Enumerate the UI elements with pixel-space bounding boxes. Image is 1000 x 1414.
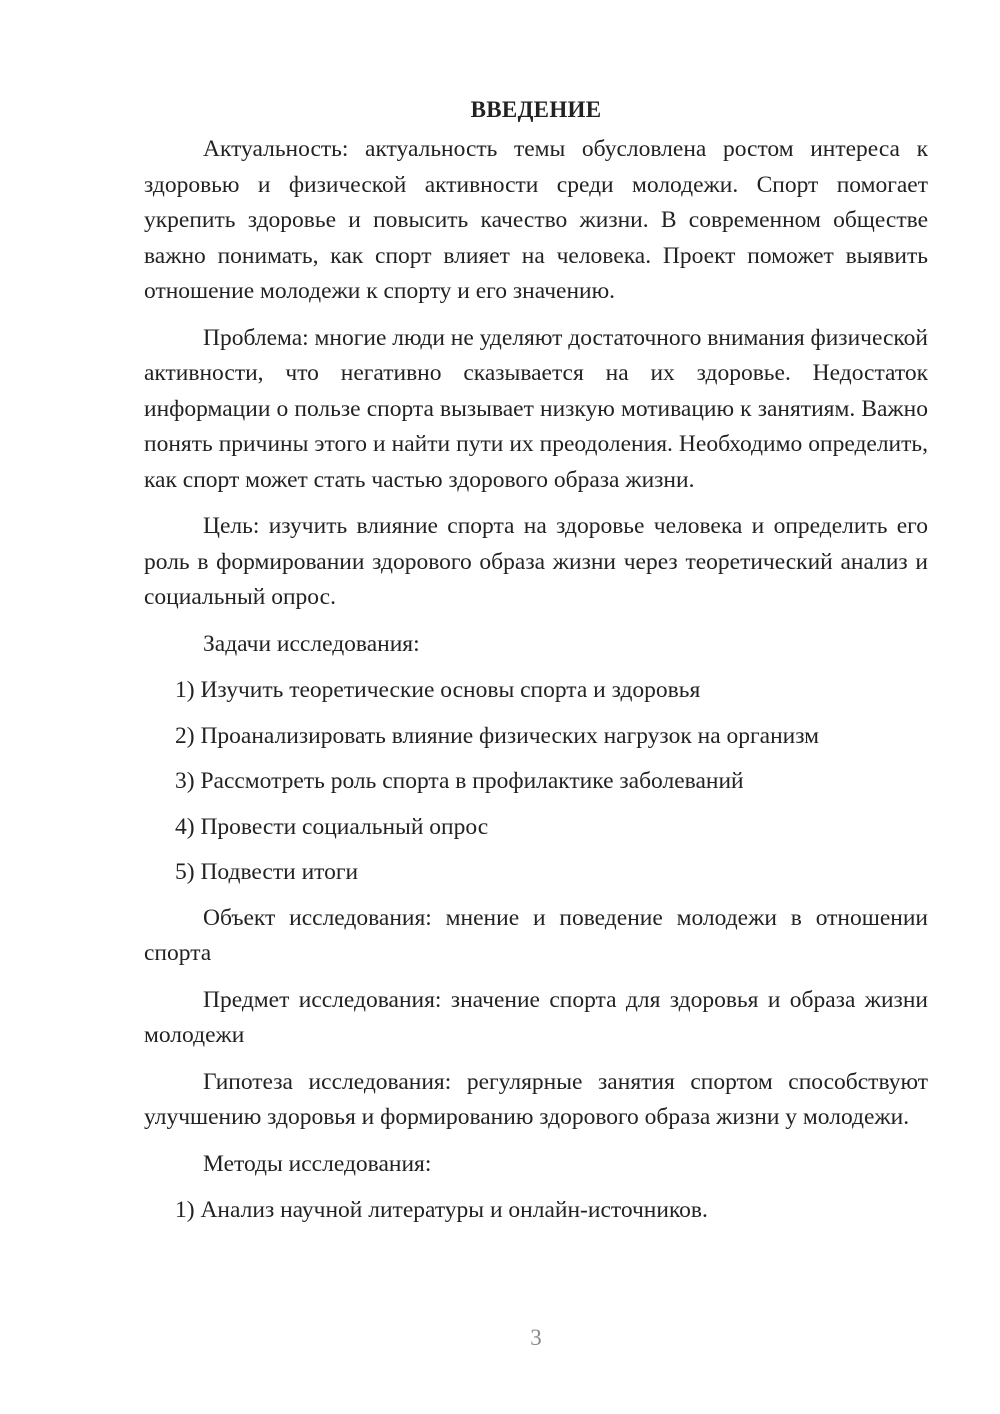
methods-heading: Методы исследования: — [203, 1150, 432, 1177]
task-item: 1) Изучить теоретические основы спорта и здоровья — [175, 677, 701, 703]
paragraph-goal: Цель: изучить влияние спорта на здоровье человека и определить его роль в формировании здорового образа жизни через теоретический анализ и социальный опрос. — [144, 513, 928, 610]
page-number: 3 — [530, 1325, 542, 1350]
paragraph-subject: Предмет исследования: значение спорта для здоровья и образа жизни молодежи — [144, 986, 928, 1048]
paragraph-object: Объект исследования: мнение и поведение молодежи в отношении спорта — [144, 904, 928, 966]
method-item: 1) Анализ научной литературы и онлайн-источников. — [175, 1197, 708, 1223]
task-item: 3) Рассмотреть роль спорта в профилактике заболеваний — [175, 768, 744, 794]
page-title: ВВЕДЕНИЕ — [470, 97, 602, 122]
task-item: 4) Провести социальный опрос — [175, 813, 489, 840]
task-item: 5) Подвести итоги — [175, 859, 359, 885]
task-item: 2) Проанализировать влияние физических нагрузок на организм — [175, 722, 820, 749]
paragraph-problem: Проблема: многие люди не уделяют достаточного внимания физической активности, что негативно сказывается на их здоровье. Недостаток информации о пользе спорта вызывает низкую мотивацию к занятиям. Важно понять причины этого и найти пути их преодоления. Необходимо определить, как спорт может стать частью здорового образа жизни. — [144, 324, 928, 493]
document-page — [144, 92, 928, 1239]
tasks-heading: Задачи исследования: — [203, 630, 420, 657]
paragraph-hypothesis: Гипотеза исследования: регулярные занятия спортом способствуют улучшению здоровья и формированию здорового образа жизни у молодежи. — [144, 1068, 928, 1130]
paragraph-relevance: Актуальность: актуальность темы обусловлена ростом интереса к здоровью и физической активности среди молодежи. Спорт помогает укрепить здоровье и повысить качество жизни. В современном обществе важно понимать, как спорт влияет на человека. Проект поможет выявить отношение молодежи к спорту и его значению. — [144, 136, 928, 304]
